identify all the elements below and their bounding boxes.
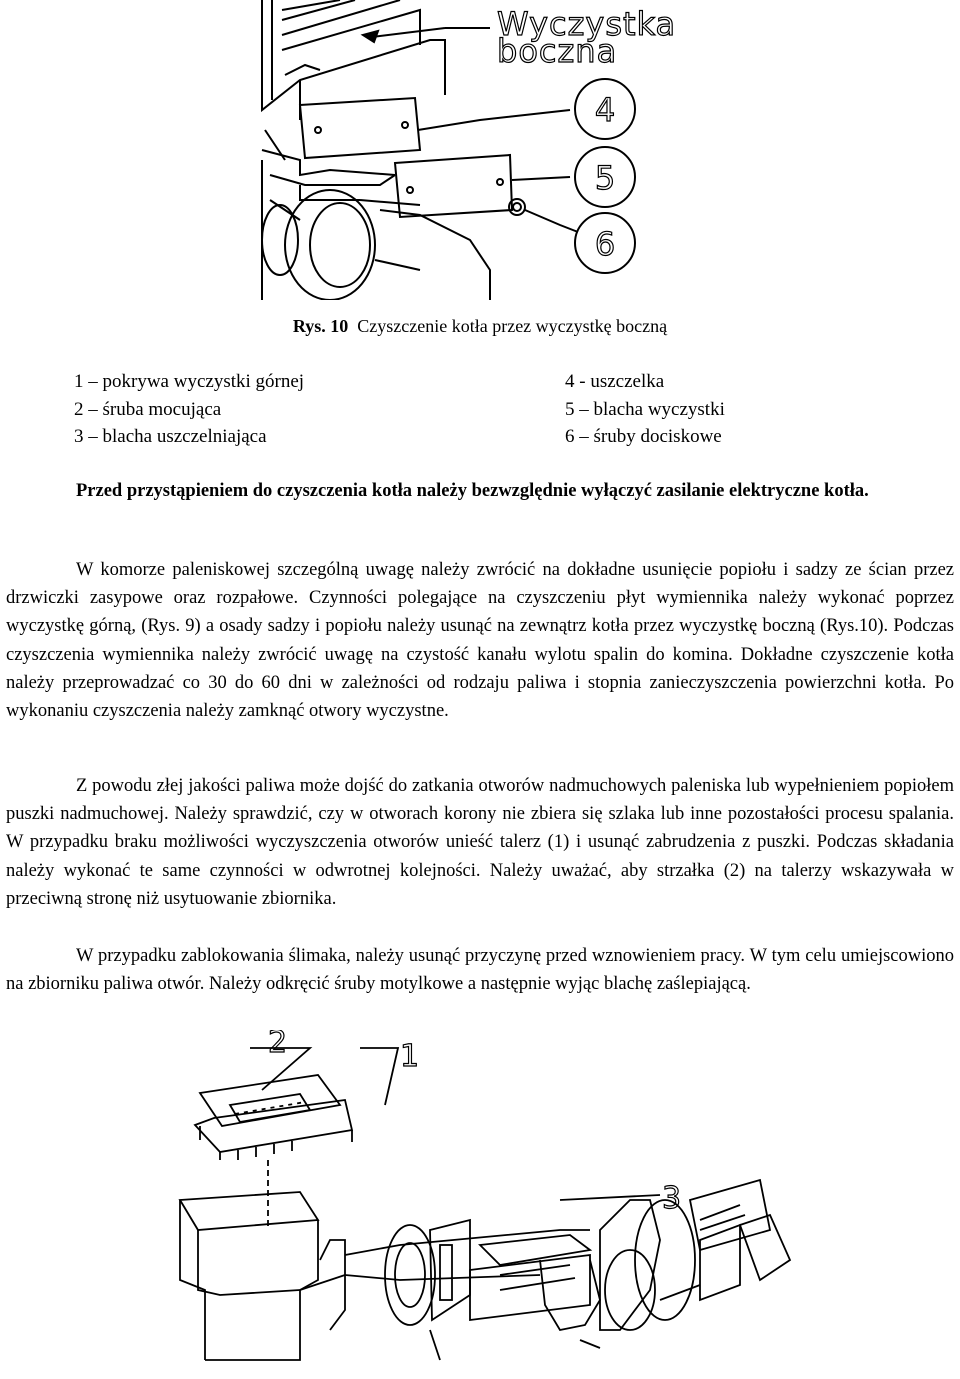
- callout-6: 6: [594, 225, 616, 263]
- caption-prefix: Rys. 10: [292, 316, 349, 336]
- caption-text: Czyszczenie kotła przez wyczystkę boczną: [357, 316, 668, 336]
- paragraph-cleaning: W komorze paleniskowej szczególną uwagę należy zwrócić na dokładne usunięcie popiołu i sadzy ze ścian przez drzwiczki zasypowe oraz rozpałowe. Czynności polegające na czyszczeniu płyt wymiennika należy wykonać poprzez wyczystkę górną, (Rys. 9) a osady sadzy i popiołu należy usunąć na zewnątrz kotła przez wyczystkę boczną (Rys.10). Podczas czyszczenia wymiennika należy zwrócić uwagę na czystość kanału wylotu spalin do komina. Dokładne czyszczenie kotła należy przeprowadzać co 30 do 60 dni w zależności od rodzaju paliwa i stopnia zanieczyszczenia powierzchni kotła. Po wykonaniu czyszczenia należy zamknąć otwory wyczystne.: [6, 560, 954, 722]
- legend-item: 1 – pokrywa wyczystki górnej: [74, 371, 305, 392]
- burner-feeder-drawing: [0, 1030, 960, 1379]
- bottom-callout-2: 2: [268, 1030, 288, 1060]
- legend-left: [74, 368, 304, 451]
- callout-5: 5: [594, 159, 616, 197]
- figure-caption: [0, 314, 960, 338]
- bottom-callout-3: 3: [662, 1181, 682, 1216]
- legend-right: [565, 368, 725, 451]
- legend-item: 6 – śruby dociskowe: [565, 426, 722, 447]
- legend-item: 2 – śruba mocująca: [74, 398, 222, 420]
- legend-item: 3 – blacha uszczelniająca: [74, 426, 267, 447]
- callout-4: 4: [594, 91, 616, 129]
- paragraph-auger: W przypadku zablokowania ślimaka, należy usunąć przyczynę przed wznowieniem pracy. W tym celu umiejscowiono na zbiorniku paliwa otwór. Należy odkręcić śruby motylkowe a następnie wyjąc blachę zaślepiającą.: [6, 946, 954, 995]
- figure-title-line2: boczna: [497, 32, 618, 70]
- figure-title-line1: Wyczystka: [497, 5, 677, 43]
- bottom-callout-1: 1: [400, 1039, 420, 1074]
- paragraph-nozzles: Z powodu złej jakości paliwa może dojść do zatkania otworów nadmuchowych paleniska lub wypełnieniem popiołem puszki nadmuchowej. Należy sprawdzić, czy w otworach korony nie zbiera się szlaka lub inne pozostałości procesu spalania. W przypadku braku możliwości wyczyszczenia otworów unieść talerz (1) i usunąć zabrudzenia z puszki. Podczas składania należy wykonać te same czynności w odwrotnej kolejności. Należy uważać, aby strzałka (2) na talerzy wskazywała w przeciwną stronę niż usytuowanie zbiornika.: [6, 776, 954, 909]
- legend-item: 4 - uszczelka: [565, 371, 665, 392]
- legend-item: 5 – blacha wyczystki: [565, 398, 725, 420]
- boiler-side-cleanout-drawing: [0, 0, 960, 300]
- safety-warning: Przed przystąpieniem do czyszczenia kotła należy bezwzględnie wyłączyć zasilanie elektryczne kotła.: [76, 481, 869, 501]
